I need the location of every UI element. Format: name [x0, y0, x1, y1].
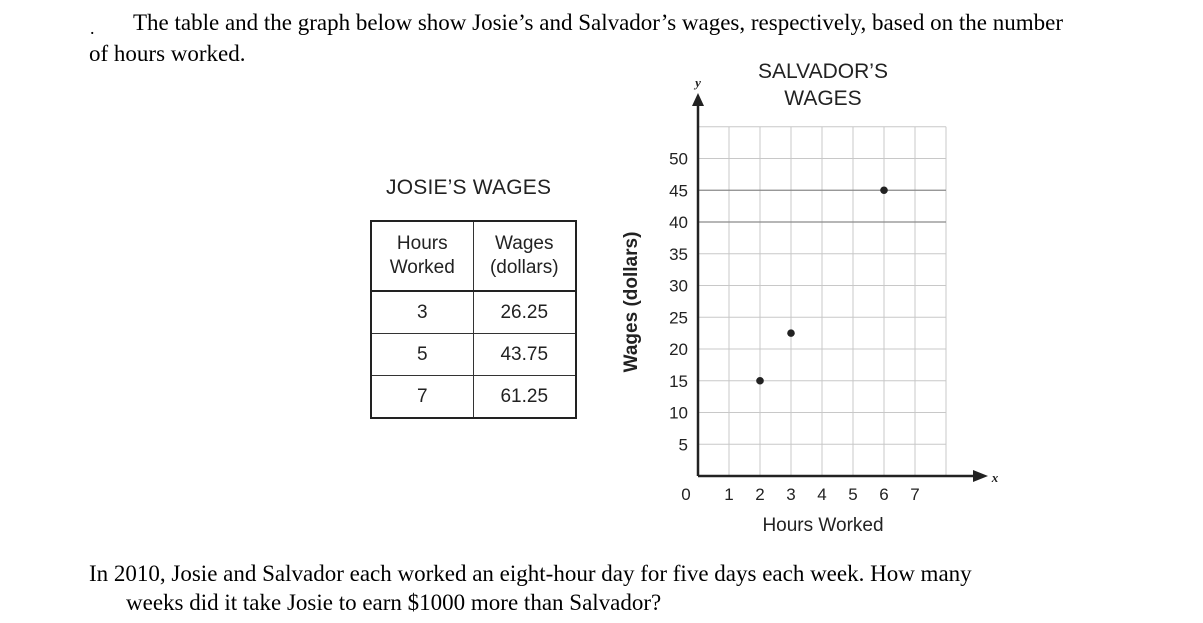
y-tick-label: 35 [669, 244, 688, 264]
y-tick-label: 10 [669, 403, 688, 423]
y-tick-label: 40 [669, 213, 688, 232]
question-text-line2: weeks did it take Josie to earn $1000 more than Salvador? [126, 590, 662, 615]
x-axis-arrowhead [973, 470, 988, 482]
origin-label: 0 [681, 485, 691, 504]
y-tick-label: 30 [669, 276, 688, 296]
intro-text-line1: The table and the graph below show Josie’s and Salvador’s wages, respectively, based on the number [133, 10, 1063, 35]
y-tick-label: 45 [669, 181, 688, 201]
x-axis-letter: x [991, 470, 999, 485]
cell-hours: 7 [371, 376, 473, 419]
y-axis-label: Wages (dollars) [621, 231, 642, 373]
x-tick-label: 7 [910, 485, 920, 504]
graph-grid [698, 127, 946, 476]
y-axis-arrowhead [692, 93, 704, 106]
x-tick-label: 6 [879, 485, 889, 504]
x-tick-label: 5 [848, 485, 858, 504]
x-tick-label: 4 [817, 485, 827, 504]
y-axis-letter: y [695, 75, 701, 90]
table-title: JOSIE’S WAGES [386, 176, 552, 199]
header-hours-line1: Hours [396, 233, 448, 254]
data-point [880, 186, 888, 194]
y-tick-label: 15 [669, 371, 688, 391]
data-point [756, 377, 764, 385]
graph-title-line2: WAGES [784, 87, 862, 110]
cell-wages: 61.25 [473, 376, 576, 419]
header-wages-line1: Wages [495, 233, 554, 254]
cell-hours: 5 [371, 334, 473, 376]
x-axis-label: Hours Worked [762, 515, 884, 536]
y-tick-label: 5 [678, 435, 688, 455]
cell-wages: 26.25 [473, 291, 576, 334]
graph-axes [692, 93, 988, 482]
graph-ticks [669, 150, 920, 505]
x-tick-label: 2 [755, 485, 765, 504]
y-tick-label: 20 [669, 340, 688, 359]
intro-text-line2: of hours worked. [89, 41, 246, 66]
x-tick-label: 1 [724, 485, 734, 504]
header-hours-line2: Worked [389, 257, 455, 278]
header-wages-line2: (dollars) [489, 257, 559, 278]
y-tick-label: 25 [669, 308, 688, 328]
x-tick-label: 3 [786, 485, 796, 504]
y-tick-label: 50 [669, 149, 688, 169]
cell-wages: 43.75 [473, 334, 576, 376]
graph-title-line1: SALVADOR’S [758, 60, 888, 83]
cell-hours: 3 [371, 291, 473, 334]
question-text-line1: In 2010, Josie and Salvador each worked an eight-hour day for five days each week. How many [89, 561, 972, 586]
problem-marker: . [90, 18, 95, 38]
data-point [787, 329, 795, 337]
